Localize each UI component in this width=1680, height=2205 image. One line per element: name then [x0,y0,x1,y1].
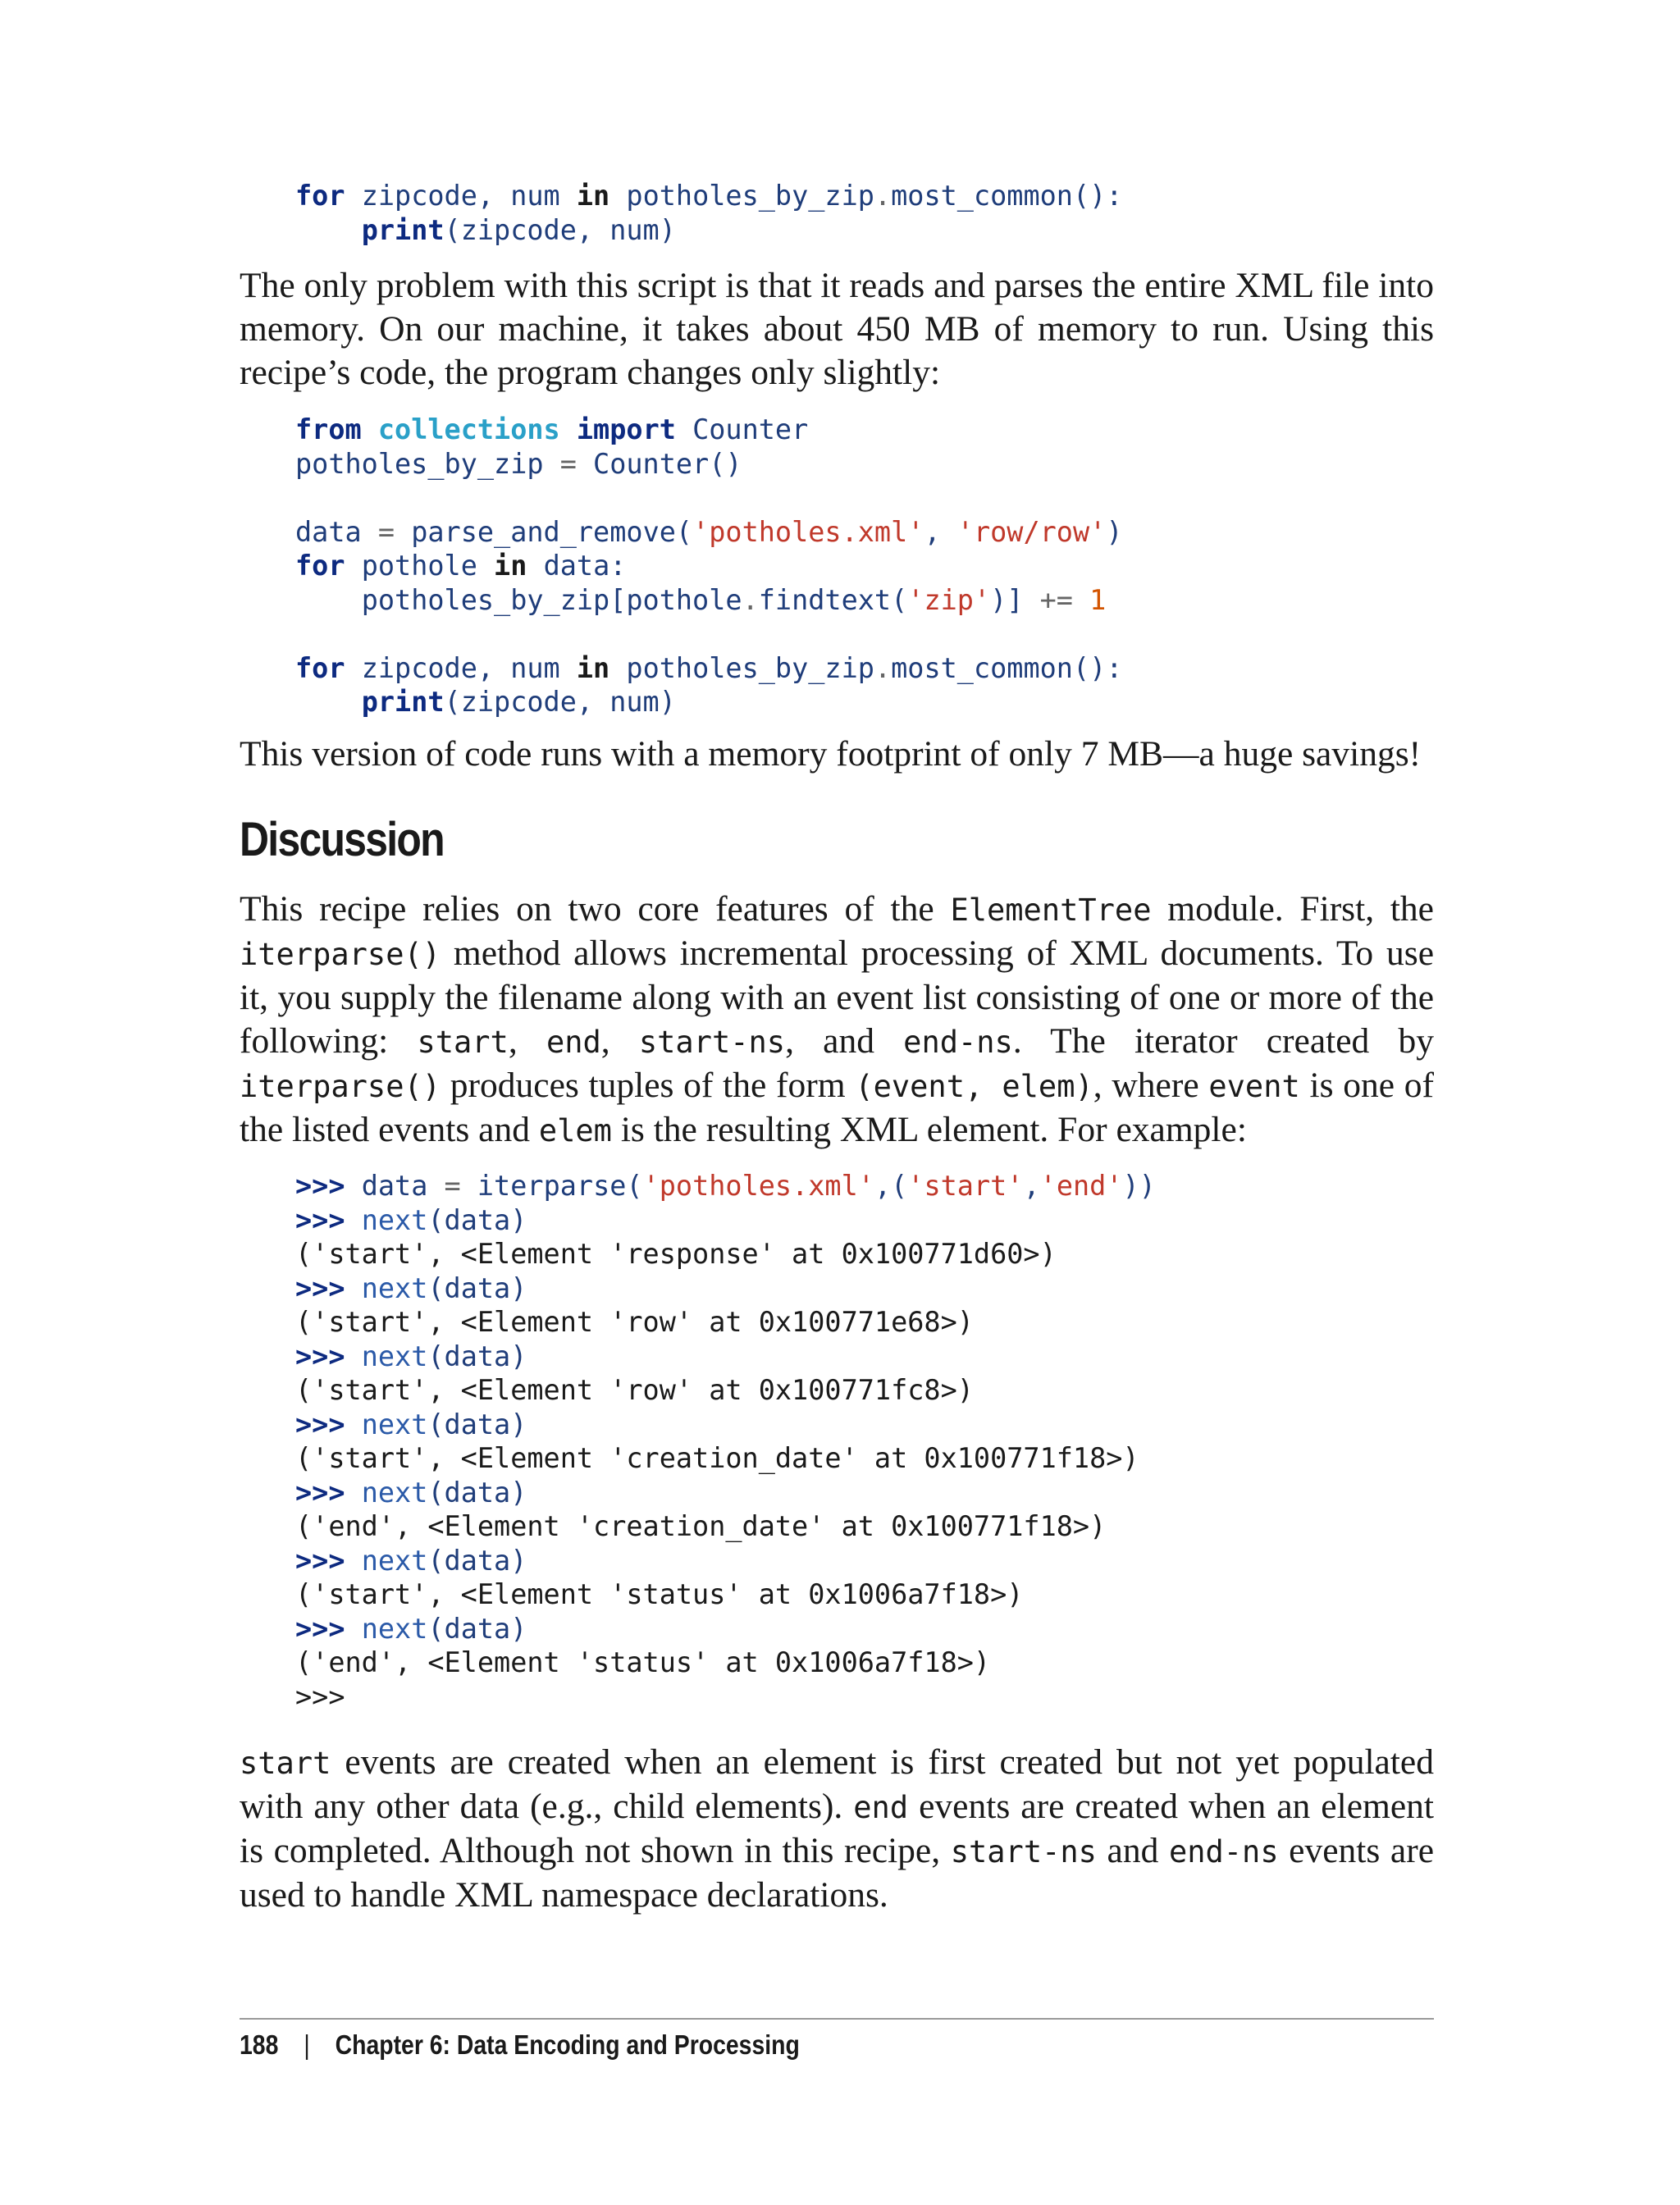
footer-separator: | [304,2029,310,2060]
code-block-1: for zipcode, num in potholes_by_zip.most_common(): print(zipcode, num) [295,180,1123,246]
code-block-3: >>> data = iterparse('potholes.xml',('start','end')) >>> next(data) ('start', <Element 'response' at 0x100771d60>) >>> next(data) ('start', <Element 'row' at 0x100771e68>) >>> next(data) ('start', <Element 'row' at 0x100771fc8>) >>> next(data) ('start', <Element 'creation_date' at 0x100771f18>) >>> next(data) ('end', <Element 'creation_date' at 0x100771f18>) >>> next(data) ('start', <Element 'status' at 0x1006a7f18>) >>> next(data) ('end', <Element 'status' at 0x1006a7f18>) >>> [295,1170,1156,1713]
inline-code: end-ns [903,1025,1013,1060]
page-footer [240,2029,800,2061]
inline-code: elem [538,1113,612,1148]
builtin: print [361,213,445,246]
keyword: for [295,180,345,212]
page-number: 188 [240,2029,279,2060]
inline-code: start [240,1746,331,1781]
inline-code: start-ns [950,1834,1097,1869]
footer-divider [240,2018,1434,2020]
inline-code: end [853,1790,909,1825]
paragraph-1: The only problem with this script is that it reads and parses the entire XML file into memory. On our machine, it takes about 450 MB of memory to run. Using this recipe’s code, the program changes only slightly: [240,266,1434,392]
chapter-title: Chapter 6: Data Encoding and Processing [335,2029,800,2060]
keyword: in [576,180,610,212]
code-text: zipcode, num [361,180,560,212]
code-text: (zipcode, num) [444,213,676,246]
inline-code: start [417,1025,509,1060]
inline-code: iterparse() [240,937,441,972]
section-heading: Discussion [240,813,444,866]
code-block-2: from collections import Counter potholes_by_zip = Counter() data = parse_and_remove('potholes.xml', 'row/row') for pothole in data: potholes_by_zip[pothole.findtext('zip')] += 1 for zipcode, num in potholes_by_zip.most_common(): print(zipcode, num) [295,413,1123,718]
code-text: most_common(): [891,180,1123,212]
inline-code: ElementTree [950,892,1152,928]
paragraph-3: This recipe relies on two core features of the ElementTree module. First, the iterparse() method allows incremental processing of XML documents. To use it, you supply the filename along with an event list consisting of one or more of the following: start, end, start-ns, and end-ns. The iterator created by iterparse() produces tuples of the form (event, elem), where event is one of the listed events and elem is the resulting XML element. For example: [240,889,1435,1149]
inline-code: start-ns [638,1025,786,1060]
code-text: potholes_by_zip [626,180,874,212]
inline-code: event [1208,1069,1300,1104]
paragraph-4: start events are created when an element is first created but not yet populated with any other data (e.g., child elements). end events are created when an element is completed. Although not shown in this recipe, start-ns and end-ns events are used to handle XML namespace declarations. [240,1742,1435,1915]
paragraph-2: This version of code runs with a memory footprint of only 7 MB—a huge savings! [240,734,1422,774]
inline-code: iterparse() [240,1069,441,1104]
inline-code: (event, elem) [855,1069,1093,1104]
inline-code: end-ns [1168,1834,1279,1869]
inline-code: end [546,1025,601,1060]
